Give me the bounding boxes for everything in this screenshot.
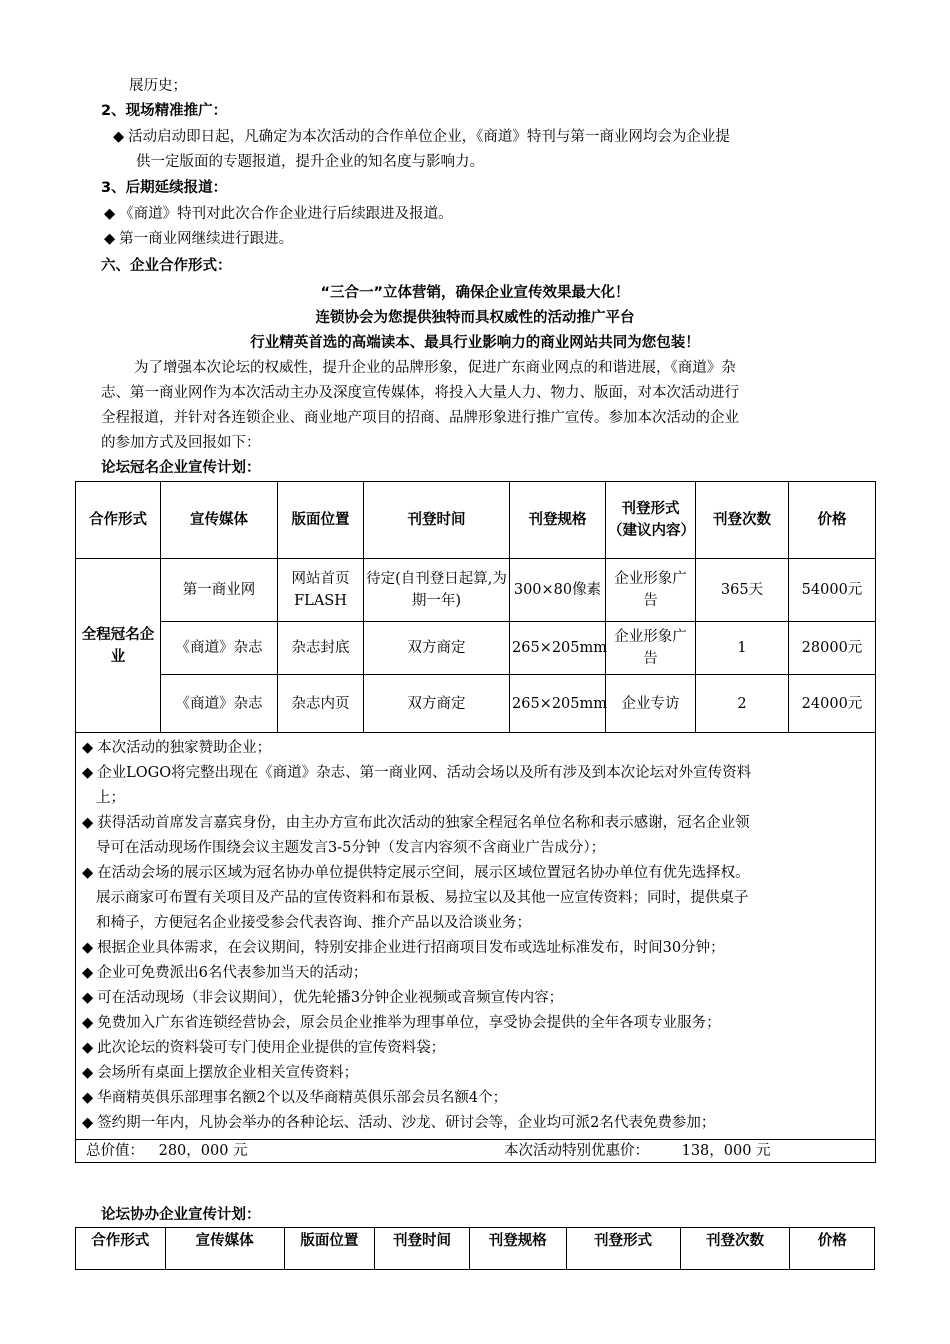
benefit-item — [82, 736, 869, 761]
co-organizer-plan-table — [75, 1227, 875, 1270]
benefits-cell — [76, 733, 876, 1140]
header-cell: 刊登时间 — [375, 1228, 470, 1270]
discount-value: 138，000 元 — [681, 1143, 771, 1159]
benefit-item — [82, 1011, 869, 1036]
section2-bullet — [113, 127, 730, 147]
benefit-text-cont: 导可在活动现场作围绕会议主题发言3-5分钟（发言内容须不含商业广告成分）； — [96, 840, 606, 856]
benefit-text: 企业LOGO将完整出现在《商道》杂志、第一商业网、活动会场以及所有涉及到本次论坛对外宣传资料 — [97, 765, 752, 781]
section3-title: 3、后期延续报道： — [101, 180, 228, 196]
header-cell: 刊登时间 — [364, 482, 510, 559]
header-cell: 版面位置 — [278, 482, 364, 559]
totals-row — [76, 1140, 876, 1163]
position-cell: 杂志封底 — [278, 622, 364, 675]
diamond-bullet-icon: ◆ — [82, 865, 94, 881]
totals-cell — [76, 1140, 876, 1163]
form-cell: 企业专访 — [606, 675, 696, 733]
spec-cell: 265×205mm — [510, 622, 606, 675]
table-row — [76, 675, 876, 733]
spec-cell: 300×80像素 — [510, 559, 606, 622]
header-cell: 合作形式 — [76, 1228, 166, 1270]
price-cell: 24000元 — [789, 675, 876, 733]
media-cell: 《商道》杂志 — [161, 622, 278, 675]
time-cell: 双方商定 — [364, 622, 510, 675]
slogan-2: 连锁协会为您提供独特而具权威性的活动推广平台 — [315, 310, 635, 326]
paragraph-line-4: 的参加方式及回报如下： — [101, 435, 261, 451]
benefit-text: 在活动会场的展示区域为冠名协办单位提供特定展示空间，展示区域位置冠名协办单位有优先选择权。 — [97, 865, 750, 881]
benefit-text: 获得活动首席发言嘉宾身份，由主办方宣布此次活动的独家全程冠名单位名称和表示感谢，冠名企业领 — [97, 815, 750, 831]
header-cell: 价格 — [789, 482, 876, 559]
diamond-bullet-icon: ◆ — [104, 206, 116, 222]
benefit-text: 会场所有桌面上摆放企业相关宣传资料； — [97, 1065, 359, 1081]
diamond-bullet-icon: ◆ — [82, 1090, 94, 1106]
diamond-bullet-icon: ◆ — [82, 990, 94, 1006]
table-header-row — [76, 1228, 875, 1270]
benefit-text: 此次论坛的资料袋可专门使用企业提供的宣传资料袋； — [97, 1040, 446, 1056]
discount-label: 本次活动特别优惠价： — [504, 1143, 649, 1159]
diamond-bullet-icon: ◆ — [82, 740, 94, 756]
discount-group — [504, 1140, 771, 1162]
position-cell: 网站首页FLASH — [278, 559, 364, 622]
section3-bullet-1 — [104, 204, 453, 224]
diamond-bullet-icon: ◆ — [82, 1015, 94, 1031]
times-cell: 2 — [696, 675, 789, 733]
sponsor-plan-table — [75, 481, 876, 1163]
benefit-text-cont: 和椅子，方便冠名企业接受参会代表咨询、推介产品以及洽谈业务； — [96, 915, 531, 931]
benefit-item — [82, 761, 869, 786]
spec-cell: 265×205mm — [510, 675, 606, 733]
header-cell: 刊登规格 — [469, 1228, 566, 1270]
table2-title: 论坛协办企业宣传计划： — [101, 1207, 261, 1223]
paragraph-line-2: 志、第一商业网作为本次活动主办及深度宣传媒体，将投入大量人力、物力、版面，对本次活动进行 — [101, 385, 739, 401]
header-cell: 刊登次数 — [680, 1228, 790, 1270]
section3-bullet-1-text: 《商道》特刊对此次合作企业进行后续跟进及报道。 — [119, 206, 453, 222]
benefit-text: 可在活动现场（非会议期间），优先轮播3分钟企业视频或音频宣传内容； — [97, 990, 564, 1006]
diamond-bullet-icon: ◆ — [82, 815, 94, 831]
price-cell: 28000元 — [789, 622, 876, 675]
section3-bullet-2 — [104, 229, 293, 249]
table-row — [76, 622, 876, 675]
table1-title: 论坛冠名企业宣传计划： — [101, 460, 261, 476]
benefit-item — [82, 936, 869, 961]
benefit-item — [82, 1036, 869, 1061]
slogan-1: “三合一”立体营销，确保企业宣传效果最大化！ — [320, 285, 630, 301]
table-header-row — [76, 482, 876, 559]
benefit-item — [82, 961, 869, 986]
section6-title: 六、企业合作形式： — [101, 258, 232, 274]
benefit-text: 根据企业具体需求，在会议期间，特别安排企业进行招商项目发布或选址标准发布，时间30分钟； — [97, 940, 725, 956]
position-cell: 杂志内页 — [278, 675, 364, 733]
header-cell: 版面位置 — [284, 1228, 375, 1270]
group-label-cell: 全程冠名企业 — [76, 559, 161, 733]
diamond-bullet-icon: ◆ — [104, 231, 116, 247]
paragraph-line-3: 全程报道，并针对各连锁企业、商业地产项目的招商、品牌形象进行推广宣传。参加本次活动的企业 — [101, 410, 739, 426]
section2-title: 2、现场精准推广： — [101, 103, 228, 119]
section3-bullet-2-text: 第一商业网继续进行跟进。 — [119, 231, 294, 247]
benefit-text-cont: 上； — [96, 790, 125, 806]
diamond-bullet-icon: ◆ — [82, 1065, 94, 1081]
header-cell: 刊登规格 — [510, 482, 606, 559]
benefit-item — [82, 986, 869, 1011]
times-cell: 1 — [696, 622, 789, 675]
benefit-item — [82, 1111, 869, 1136]
history-line: 展历史； — [129, 78, 187, 94]
benefit-text-cont: 展示商家可布置有关项目及产品的宣传资料和布景板、易拉宝以及其他一应宣传资料；同时，提供桌子 — [96, 890, 749, 906]
diamond-bullet-icon: ◆ — [113, 129, 125, 145]
diamond-bullet-icon: ◆ — [82, 965, 94, 981]
benefit-item — [82, 811, 869, 836]
form-cell: 企业形象广告 — [606, 559, 696, 622]
form-cell: 企业形象广告 — [606, 622, 696, 675]
benefit-text: 企业可免费派出6名代表参加当天的活动； — [97, 965, 368, 981]
section2-bullet-cont: 供一定版面的专题报道，提升企业的知名度与影响力。 — [136, 154, 484, 170]
slogan-3: 行业精英首选的高端读本、最具行业影响力的商业网站共同为您包装！ — [250, 335, 700, 351]
total-value-label: 总价值： — [86, 1143, 144, 1159]
times-cell: 365天 — [696, 559, 789, 622]
diamond-bullet-icon: ◆ — [82, 1040, 94, 1056]
media-cell: 第一商业网 — [161, 559, 278, 622]
table-row — [76, 559, 876, 622]
diamond-bullet-icon: ◆ — [82, 765, 94, 781]
time-cell: 待定(自刊登日起算,为期一年) — [364, 559, 510, 622]
benefit-text: 本次活动的独家赞助企业； — [97, 740, 272, 756]
total-value: 280，000 元 — [158, 1143, 248, 1159]
media-cell: 《商道》杂志 — [161, 675, 278, 733]
benefit-text: 签约期一年内，凡协会举办的各种论坛、活动、沙龙、研讨会等，企业均可派2名代表免费参加； — [97, 1115, 716, 1131]
paragraph-line-1: 为了增强本次论坛的权威性，提升企业的品牌形象，促进广东商业网点的和谐进展，《商道》杂 — [134, 360, 736, 376]
benefit-item — [82, 1086, 869, 1111]
header-cell: 合作形式 — [76, 482, 161, 559]
price-cell: 54000元 — [789, 559, 876, 622]
header-cell: 宣传媒体 — [165, 1228, 284, 1270]
benefit-text: 免费加入广东省连锁经营协会，原会员企业推举为理事单位，享受协会提供的全年各项专业服务； — [97, 1015, 721, 1031]
time-cell: 双方商定 — [364, 675, 510, 733]
benefits-row — [76, 733, 876, 1140]
diamond-bullet-icon: ◆ — [82, 940, 94, 956]
header-cell: 价格 — [790, 1228, 875, 1270]
header-cell: 刊登形式（建议内容） — [606, 482, 696, 559]
header-cell: 刊登形式 — [566, 1228, 680, 1270]
header-cell: 刊登次数 — [696, 482, 789, 559]
benefit-item — [82, 1061, 869, 1086]
diamond-bullet-icon: ◆ — [82, 1115, 94, 1131]
benefit-text: 华商精英俱乐部理事名额2个以及华商精英俱乐部会员名额4个； — [97, 1090, 508, 1106]
header-cell: 宣传媒体 — [161, 482, 278, 559]
section2-bullet-text: 活动启动即日起，凡确定为本次活动的合作单位企业，《商道》特刊与第一商业网均会为企业提 — [128, 129, 730, 145]
benefit-item — [82, 861, 869, 886]
